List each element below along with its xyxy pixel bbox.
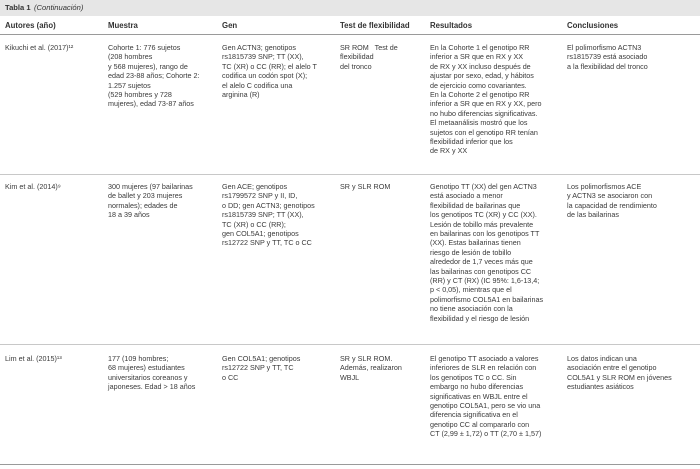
header-sample: Muestra	[108, 21, 138, 30]
table-row-kim	[0, 182, 700, 345]
cell-gene: Gen COL5A1; genotipos rs12722 SNP y TT, TC o CC	[222, 354, 301, 382]
cell-test: SR y SLR ROM	[340, 182, 391, 191]
cell-results: En la Cohorte 1 el genotipo RR inferior a SR que en RX y XX de RX y XX incluso después de ajustar por sexo, edad, y hábitos de ejercicio como covariantes. En la Cohorte 2 el genotipo RR inferior a SR que en RX y XX, pero no hubo diferencias significativas. El metaanálisis mostró que los sujetos con el genotipo RR tenían flexibilidad inferior que los de RX y XX	[430, 43, 542, 156]
cell-conclusions: Los polimorfismos ACE y ACTN3 se asociaron con la capacidad de rendimiento de las bailarinas	[567, 182, 657, 220]
cell-gene: Gen ACE; genotipos rs1799572 SNP y II, ID, o DD; gen ACTN3; genotipos rs1815739 SNP; TT (XX), TC (XR) o CC (RR); gen COL5A1; genotipos rs12722 SNP y TT, TC o CC	[222, 182, 315, 248]
cell-test: SR ROM Test de flexibilidad del tronco	[340, 43, 398, 71]
table-row-lim	[0, 354, 700, 459]
cell-gene: Gen ACTN3; genotipos rs1815739 SNP; TT (XX), TC (XR) o CC (RR); el alelo T codifica un codón spot (X); el alelo C codifica una arginina (R)	[222, 43, 317, 100]
cell-sample: 300 mujeres (97 bailarinas de ballet y 203 mujeres normales); edades de 18 a 39 años	[108, 182, 193, 220]
cell-results: El genotipo TT asociado a valores inferiores de SLR en relación con los genotipos TC o CC. Sin embargo no hubo diferencias significativas en WBJL entre el genotipo COL5A1, pero se vio una diferencia significativa en el genotipo CC al compararlo con CT (2,99 ± 1,72) o TT (2,70 ± 1,57)	[430, 354, 542, 439]
header-flexibility-test: Test de flexibilidad	[340, 21, 410, 30]
cell-conclusions: El polimorfismo ACTN3 rs1815739 está asociado a la flexibilidad del tronco	[567, 43, 648, 71]
header-gene: Gen	[222, 21, 238, 30]
cell-author: Kikuchi et al. (2017)¹²	[5, 43, 74, 52]
table-bottom-rule	[0, 464, 700, 465]
cell-test: SR y SLR ROM. Además, realizaron WBJL	[340, 354, 402, 382]
cell-sample: 177 (109 hombres; 68 mujeres) estudiantes universitarios coreanos y japoneses. Edad > 18 años	[108, 354, 196, 392]
table-header-row	[0, 17, 700, 35]
cell-author: Kim et al. (2014)⁹	[5, 182, 61, 191]
cell-sample: Cohorte 1: 776 sujetos (208 hombres y 568 mujeres), rango de edad 23-88 años; Cohorte 2: 1.257 sujetos (529 hombres y 728 mujeres), edad 73-87 años	[108, 43, 200, 109]
table-label: Tabla 1	[5, 3, 31, 12]
table-caption	[0, 0, 700, 16]
table-row-kikuchi	[0, 43, 700, 175]
cell-conclusions: Los datos indican una asociación entre el genotipo COL5A1 y SLR ROM en jóvenes estudiantes asiáticos	[567, 354, 672, 392]
table-continuation-note: (Continuación)	[34, 3, 84, 12]
header-conclusions: Conclusiones	[567, 21, 619, 30]
header-authors: Autores (año)	[5, 21, 56, 30]
header-results: Resultados	[430, 21, 473, 30]
cell-results: Genotipo TT (XX) del gen ACTN3 está asociado a menor flexibilidad de bailarinas que los genotipos TC (XR) y CC (XX). Lesión de tobillo más prevalente en bailarinas con los genotipos TT (XX). Estas bailarinas tienen riesgo de lesión de tobillo alrededor de 1,7 veces más que las bailarinas con genotipos CC (RR) y CT (RX) (IC 95%: 1,6-13,4; p < 0,05), mientras que el polimorfismo COL5A1 en bailarinas no tiene asociación con la flexibilidad y el riesgo de lesión	[430, 182, 544, 323]
cell-author: Lim et al. (2015)¹³	[5, 354, 62, 363]
